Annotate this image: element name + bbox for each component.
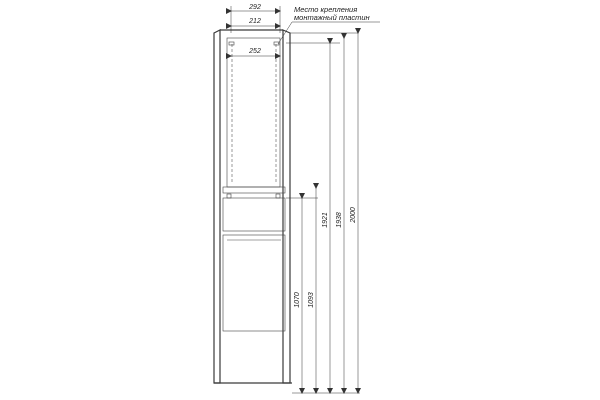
cabinet-left-side xyxy=(214,30,220,383)
mounting-annotation xyxy=(278,5,380,44)
upper-inner-frame xyxy=(227,38,280,187)
dim-height-total xyxy=(350,33,358,393)
mounting-plate-top xyxy=(229,42,279,45)
dim-height-mount xyxy=(322,43,330,393)
cabinet-right-side xyxy=(283,30,290,383)
mounting-plate-bottom xyxy=(227,194,280,198)
dim-height-upper xyxy=(336,38,344,393)
annotation-line-1: Место крепления xyxy=(294,5,358,14)
dim-height-mid xyxy=(308,188,316,393)
cabinet-body xyxy=(214,30,292,383)
dim-width-plate-label: 252 xyxy=(249,48,261,55)
dim-height-lower xyxy=(294,198,302,393)
dim-height-upper-label: 1938 xyxy=(336,212,343,228)
dim-height-mount-label: 1921 xyxy=(322,212,329,228)
dim-width-inner-label: 212 xyxy=(249,18,261,25)
drawer-front xyxy=(223,198,285,231)
dim-height-mid-label: 1093 xyxy=(308,292,315,308)
dim-height-lower-label: 1070 xyxy=(294,292,301,308)
shelf-divider xyxy=(223,187,285,193)
dim-width-inner xyxy=(231,18,280,26)
dim-width-plate xyxy=(231,48,280,56)
lower-door xyxy=(223,235,285,331)
dim-height-total-label: 2000 xyxy=(350,207,357,223)
annotation-line-2: монтажный пластин xyxy=(294,13,370,22)
dim-width-outer-label: 292 xyxy=(249,4,261,11)
